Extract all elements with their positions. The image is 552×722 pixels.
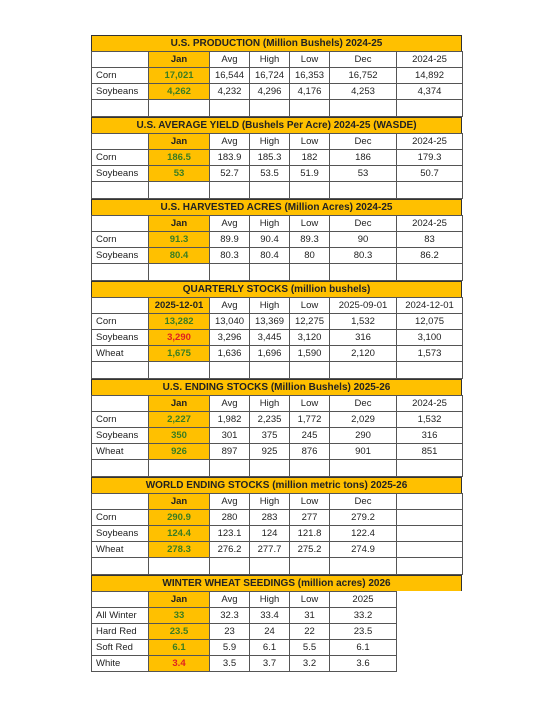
column-header: High	[250, 216, 290, 232]
value-cell: 14,892	[397, 68, 463, 84]
spacer-row	[92, 558, 463, 575]
row-label: All Winter	[92, 608, 149, 624]
value-cell: 5.9	[210, 640, 250, 656]
table-row	[92, 608, 397, 624]
row-label: White	[92, 656, 149, 672]
section-5	[91, 477, 463, 575]
empty-cell	[149, 362, 210, 379]
current-value-cell: 4,262	[149, 84, 210, 100]
spacer-row	[92, 264, 463, 281]
column-header: Dec	[330, 52, 397, 68]
column-header: Jan	[149, 216, 210, 232]
empty-cell	[397, 182, 463, 199]
row-label: Wheat	[92, 346, 149, 362]
value-cell: 16,353	[290, 68, 330, 84]
value-cell: 6.1	[330, 640, 397, 656]
value-cell: 13,369	[250, 314, 290, 330]
empty-cell	[149, 558, 210, 575]
corner-cell	[92, 134, 149, 150]
column-header: Dec	[330, 134, 397, 150]
section-4	[91, 379, 463, 477]
column-header: Low	[290, 298, 330, 314]
empty-cell	[250, 460, 290, 477]
value-cell: 90	[330, 232, 397, 248]
table-row	[92, 510, 463, 526]
column-header: Low	[290, 396, 330, 412]
value-cell: 301	[210, 428, 250, 444]
row-label: Wheat	[92, 444, 149, 460]
column-header: Low	[290, 52, 330, 68]
value-cell: 275.2	[290, 542, 330, 558]
value-cell: 279.2	[330, 510, 397, 526]
table-row	[92, 346, 463, 362]
value-cell: 51.9	[290, 166, 330, 182]
value-cell: 245	[290, 428, 330, 444]
row-label: Soybeans	[92, 166, 149, 182]
column-header: 2025-12-01	[149, 298, 210, 314]
column-header: Dec	[330, 216, 397, 232]
empty-cell	[330, 460, 397, 477]
value-cell: 23	[210, 624, 250, 640]
column-header: Low	[290, 494, 330, 510]
value-cell: 33.2	[330, 608, 397, 624]
value-cell: 375	[250, 428, 290, 444]
row-label: Corn	[92, 232, 149, 248]
table-row	[92, 526, 463, 542]
empty-cell	[250, 362, 290, 379]
column-header: Low	[290, 216, 330, 232]
value-cell	[397, 526, 463, 542]
header-row	[92, 216, 463, 232]
value-cell: 16,752	[330, 68, 397, 84]
empty-cell	[92, 100, 149, 117]
value-cell: 3.5	[210, 656, 250, 672]
value-cell: 23.5	[330, 624, 397, 640]
empty-cell	[92, 460, 149, 477]
table-row	[92, 330, 463, 346]
value-cell: 1,696	[250, 346, 290, 362]
column-header: Avg	[210, 216, 250, 232]
spacer-row	[92, 362, 463, 379]
value-cell: 1,532	[330, 314, 397, 330]
table-row	[92, 232, 463, 248]
value-cell: 86.2	[397, 248, 463, 264]
column-header: High	[250, 52, 290, 68]
current-value-cell: 13,282	[149, 314, 210, 330]
value-cell: 90.4	[250, 232, 290, 248]
empty-cell	[92, 558, 149, 575]
spacer-row	[92, 100, 463, 117]
value-cell: 80.3	[210, 248, 250, 264]
value-cell: 1,590	[290, 346, 330, 362]
column-header: 2025	[330, 592, 397, 608]
column-header: Jan	[149, 52, 210, 68]
value-cell: 24	[250, 624, 290, 640]
column-header: 2024-25	[397, 134, 463, 150]
table-row	[92, 428, 463, 444]
value-cell: 4,374	[397, 84, 463, 100]
row-label: Corn	[92, 68, 149, 84]
value-cell	[397, 510, 463, 526]
row-label: Corn	[92, 412, 149, 428]
table-row	[92, 248, 463, 264]
empty-cell	[250, 182, 290, 199]
empty-cell	[210, 100, 250, 117]
corner-cell	[92, 592, 149, 608]
data-table	[91, 591, 397, 672]
empty-cell	[397, 100, 463, 117]
empty-cell	[330, 100, 397, 117]
value-cell: 1,532	[397, 412, 463, 428]
section-title: WORLD ENDING STOCKS (million metric tons) 2025-26	[91, 477, 462, 493]
table-row	[92, 444, 463, 460]
data-table	[91, 297, 463, 379]
empty-cell	[92, 182, 149, 199]
value-cell: 316	[397, 428, 463, 444]
value-cell: 124	[250, 526, 290, 542]
section-2	[91, 199, 463, 281]
column-header: Avg	[210, 134, 250, 150]
column-header: Avg	[210, 396, 250, 412]
value-cell: 33.4	[250, 608, 290, 624]
value-cell: 32.3	[210, 608, 250, 624]
current-value-cell: 186.5	[149, 150, 210, 166]
value-cell: 89.9	[210, 232, 250, 248]
value-cell: 4,176	[290, 84, 330, 100]
value-cell: 12,075	[397, 314, 463, 330]
value-cell: 925	[250, 444, 290, 460]
current-value-cell: 33	[149, 608, 210, 624]
column-header: Jan	[149, 396, 210, 412]
column-header: Avg	[210, 298, 250, 314]
value-cell: 179.3	[397, 150, 463, 166]
empty-cell	[290, 558, 330, 575]
value-cell: 186	[330, 150, 397, 166]
empty-cell	[149, 100, 210, 117]
empty-cell	[397, 362, 463, 379]
header-row	[92, 298, 463, 314]
column-header: 2024-25	[397, 52, 463, 68]
value-cell: 53	[330, 166, 397, 182]
corner-cell	[92, 494, 149, 510]
section-6	[91, 575, 463, 672]
column-header: High	[250, 592, 290, 608]
spacer-row	[92, 182, 463, 199]
empty-cell	[210, 362, 250, 379]
value-cell: 280	[210, 510, 250, 526]
empty-cell	[250, 558, 290, 575]
empty-cell	[149, 460, 210, 477]
value-cell: 876	[290, 444, 330, 460]
empty-cell	[210, 460, 250, 477]
section-title: WINTER WHEAT SEEDINGS (million acres) 2026	[91, 575, 462, 591]
value-cell: 2,029	[330, 412, 397, 428]
current-value-cell: 91.3	[149, 232, 210, 248]
data-table	[91, 51, 463, 117]
value-cell: 1,772	[290, 412, 330, 428]
column-header: 2024-25	[397, 216, 463, 232]
column-header: High	[250, 494, 290, 510]
value-cell: 276.2	[210, 542, 250, 558]
column-header: High	[250, 298, 290, 314]
data-table	[91, 133, 463, 199]
table-row	[92, 84, 463, 100]
value-cell	[397, 542, 463, 558]
value-cell: 89.3	[290, 232, 330, 248]
row-label: Wheat	[92, 542, 149, 558]
empty-cell	[210, 558, 250, 575]
column-header: 2024-25	[397, 396, 463, 412]
value-cell: 897	[210, 444, 250, 460]
empty-cell	[330, 362, 397, 379]
row-label: Corn	[92, 314, 149, 330]
table-row	[92, 150, 463, 166]
value-cell: 3.2	[290, 656, 330, 672]
value-cell: 851	[397, 444, 463, 460]
current-value-cell: 6.1	[149, 640, 210, 656]
header-row	[92, 494, 463, 510]
value-cell: 31	[290, 608, 330, 624]
current-value-cell: 23.5	[149, 624, 210, 640]
header-row	[92, 134, 463, 150]
current-value-cell: 80.4	[149, 248, 210, 264]
table-row	[92, 412, 463, 428]
value-cell: 4,296	[250, 84, 290, 100]
current-value-cell: 2,227	[149, 412, 210, 428]
value-cell: 83	[397, 232, 463, 248]
value-cell: 183.9	[210, 150, 250, 166]
section-3	[91, 281, 463, 379]
empty-cell	[290, 460, 330, 477]
corner-cell	[92, 396, 149, 412]
section-1	[91, 117, 463, 199]
data-table	[91, 395, 463, 477]
column-header: Jan	[149, 134, 210, 150]
value-cell: 80.4	[250, 248, 290, 264]
section-title: QUARTERLY STOCKS (million bushels)	[91, 281, 462, 297]
value-cell: 80.3	[330, 248, 397, 264]
value-cell: 22	[290, 624, 330, 640]
value-cell: 122.4	[330, 526, 397, 542]
value-cell: 4,253	[330, 84, 397, 100]
value-cell: 121.8	[290, 526, 330, 542]
section-title: U.S. ENDING STOCKS (Million Bushels) 2025-26	[91, 379, 462, 395]
current-value-cell: 278.3	[149, 542, 210, 558]
column-header: Avg	[210, 494, 250, 510]
column-header: Jan	[149, 494, 210, 510]
empty-cell	[210, 264, 250, 281]
value-cell: 283	[250, 510, 290, 526]
value-cell: 16,544	[210, 68, 250, 84]
empty-cell	[397, 264, 463, 281]
column-header: High	[250, 396, 290, 412]
value-cell: 3,445	[250, 330, 290, 346]
empty-cell	[290, 182, 330, 199]
value-cell: 1,573	[397, 346, 463, 362]
value-cell: 3.7	[250, 656, 290, 672]
value-cell: 3.6	[330, 656, 397, 672]
empty-cell	[149, 264, 210, 281]
row-label: Hard Red	[92, 624, 149, 640]
row-label: Corn	[92, 510, 149, 526]
value-cell: 80	[290, 248, 330, 264]
column-header: Jan	[149, 592, 210, 608]
value-cell: 4,232	[210, 84, 250, 100]
value-cell: 13,040	[210, 314, 250, 330]
value-cell: 2,120	[330, 346, 397, 362]
empty-cell	[210, 182, 250, 199]
header-row	[92, 592, 397, 608]
column-header: Avg	[210, 52, 250, 68]
current-value-cell: 1,675	[149, 346, 210, 362]
empty-cell	[330, 558, 397, 575]
current-value-cell: 290.9	[149, 510, 210, 526]
value-cell: 3,296	[210, 330, 250, 346]
row-label: Soybeans	[92, 248, 149, 264]
current-value-cell: 350	[149, 428, 210, 444]
column-header: Dec	[330, 494, 397, 510]
column-header: 2025-09-01	[330, 298, 397, 314]
current-value-cell: 3,290	[149, 330, 210, 346]
empty-cell	[92, 264, 149, 281]
corner-cell	[92, 298, 149, 314]
value-cell: 5.5	[290, 640, 330, 656]
current-value-cell: 926	[149, 444, 210, 460]
value-cell: 123.1	[210, 526, 250, 542]
empty-cell	[250, 100, 290, 117]
column-header: 2024-12-01	[397, 298, 463, 314]
value-cell: 12,275	[290, 314, 330, 330]
value-cell: 185.3	[250, 150, 290, 166]
column-header: High	[250, 134, 290, 150]
value-cell: 3,100	[397, 330, 463, 346]
section-title: U.S. AVERAGE YIELD (Bushels Per Acre) 2024-25 (WASDE)	[91, 117, 462, 133]
row-label: Soybeans	[92, 84, 149, 100]
empty-cell	[330, 182, 397, 199]
empty-cell	[290, 100, 330, 117]
current-value-cell: 124.4	[149, 526, 210, 542]
data-table	[91, 493, 463, 575]
value-cell: 53.5	[250, 166, 290, 182]
spacer-row	[92, 460, 463, 477]
corner-cell	[92, 216, 149, 232]
data-table	[91, 215, 463, 281]
current-value-cell: 53	[149, 166, 210, 182]
value-cell: 274.9	[330, 542, 397, 558]
column-header	[397, 494, 463, 510]
section-title: U.S. HARVESTED ACRES (Million Acres) 2024-25	[91, 199, 462, 215]
table-row	[92, 166, 463, 182]
empty-cell	[290, 362, 330, 379]
empty-cell	[250, 264, 290, 281]
empty-cell	[397, 460, 463, 477]
row-label: Soybeans	[92, 526, 149, 542]
empty-cell	[290, 264, 330, 281]
value-cell: 1,982	[210, 412, 250, 428]
row-label: Soybeans	[92, 330, 149, 346]
value-cell: 901	[330, 444, 397, 460]
current-value-cell: 17,021	[149, 68, 210, 84]
report-sheet	[91, 35, 463, 672]
header-row	[92, 52, 463, 68]
row-label: Corn	[92, 150, 149, 166]
empty-cell	[330, 264, 397, 281]
empty-cell	[397, 558, 463, 575]
table-row	[92, 542, 463, 558]
column-header: Dec	[330, 396, 397, 412]
current-value-cell: 3.4	[149, 656, 210, 672]
table-row	[92, 68, 463, 84]
table-row	[92, 656, 397, 672]
value-cell: 277	[290, 510, 330, 526]
value-cell: 3,120	[290, 330, 330, 346]
section-title: U.S. PRODUCTION (Million Bushels) 2024-25	[91, 35, 462, 51]
section-0	[91, 35, 463, 117]
corner-cell	[92, 52, 149, 68]
column-header: Low	[290, 592, 330, 608]
value-cell: 52.7	[210, 166, 250, 182]
value-cell: 1,636	[210, 346, 250, 362]
table-row	[92, 640, 397, 656]
value-cell: 16,724	[250, 68, 290, 84]
table-row	[92, 314, 463, 330]
table-row	[92, 624, 397, 640]
empty-cell	[92, 362, 149, 379]
row-label: Soybeans	[92, 428, 149, 444]
value-cell: 2,235	[250, 412, 290, 428]
header-row	[92, 396, 463, 412]
value-cell: 290	[330, 428, 397, 444]
row-label: Soft Red	[92, 640, 149, 656]
value-cell: 182	[290, 150, 330, 166]
column-header: Avg	[210, 592, 250, 608]
value-cell: 277.7	[250, 542, 290, 558]
empty-cell	[149, 182, 210, 199]
value-cell: 316	[330, 330, 397, 346]
value-cell: 6.1	[250, 640, 290, 656]
column-header: Low	[290, 134, 330, 150]
value-cell: 50.7	[397, 166, 463, 182]
